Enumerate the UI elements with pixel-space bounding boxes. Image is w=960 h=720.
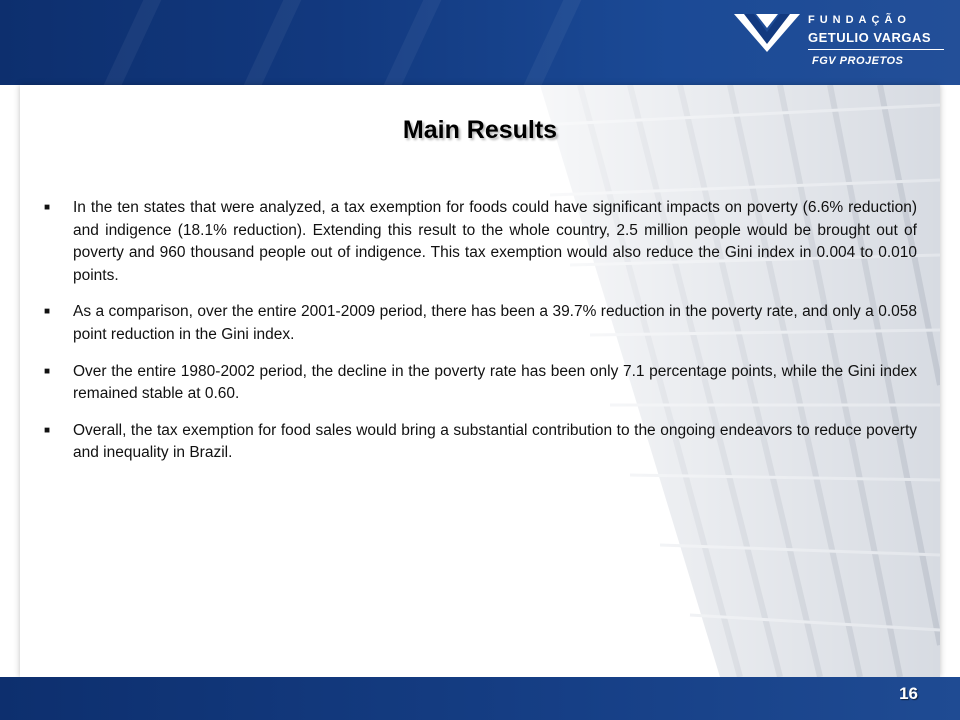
fgv-logo [734,6,946,76]
slide-content [20,85,940,677]
page-number: 16 [899,684,918,703]
logo-getulio-vargas-text: GETULIO VARGAS [808,30,932,45]
bullet-text: Overall, the tax exemption for food sales would bring a substantial contribution to the ongoing endeavors to reduce poverty and inequality in Brazil. [73,421,917,462]
bullet-item [44,197,917,287]
square-bullet-icon: ■ [44,306,51,318]
bullet-list [44,197,917,479]
header-band [0,0,960,85]
page-title: Main Results [402,116,558,144]
square-bullet-icon: ■ [44,365,51,377]
logo-divider [808,49,944,50]
fgv-logo-mark-icon [734,12,800,52]
bullet-item [44,420,917,465]
logo-fgv-projetos-text: FGV PROJETOS [812,55,904,67]
square-bullet-icon: ■ [44,424,51,436]
bullet-text: Over the entire 1980-2002 period, the decline in the poverty rate has been only 7.1 percentage points, while the Gini index remained stable at 0.60. [73,362,917,403]
bullet-text: As a comparison, over the entire 2001-2009 period, there has been a 39.7% reduction in the poverty rate, and only a 0.058 point reduction in the Gini index. [73,303,917,343]
bullet-item [44,361,917,406]
square-bullet-icon: ■ [44,202,51,213]
logo-fundacao-text: FUNDAÇÃO [808,14,911,26]
footer-band [0,677,960,720]
bullet-item [44,301,917,346]
bullet-text: In the ten states that were analyzed, a tax exemption for foods could have significant impacts on poverty (6.6% reduction) and indigence (18.1% reduction). Extending this result to the whole country, 2.5 million people would be brought out of poverty and 960 thousand people out of indigence. This tax exemption would also reduce the Gini index in 0.004 to 0.010 points. [73,199,917,284]
